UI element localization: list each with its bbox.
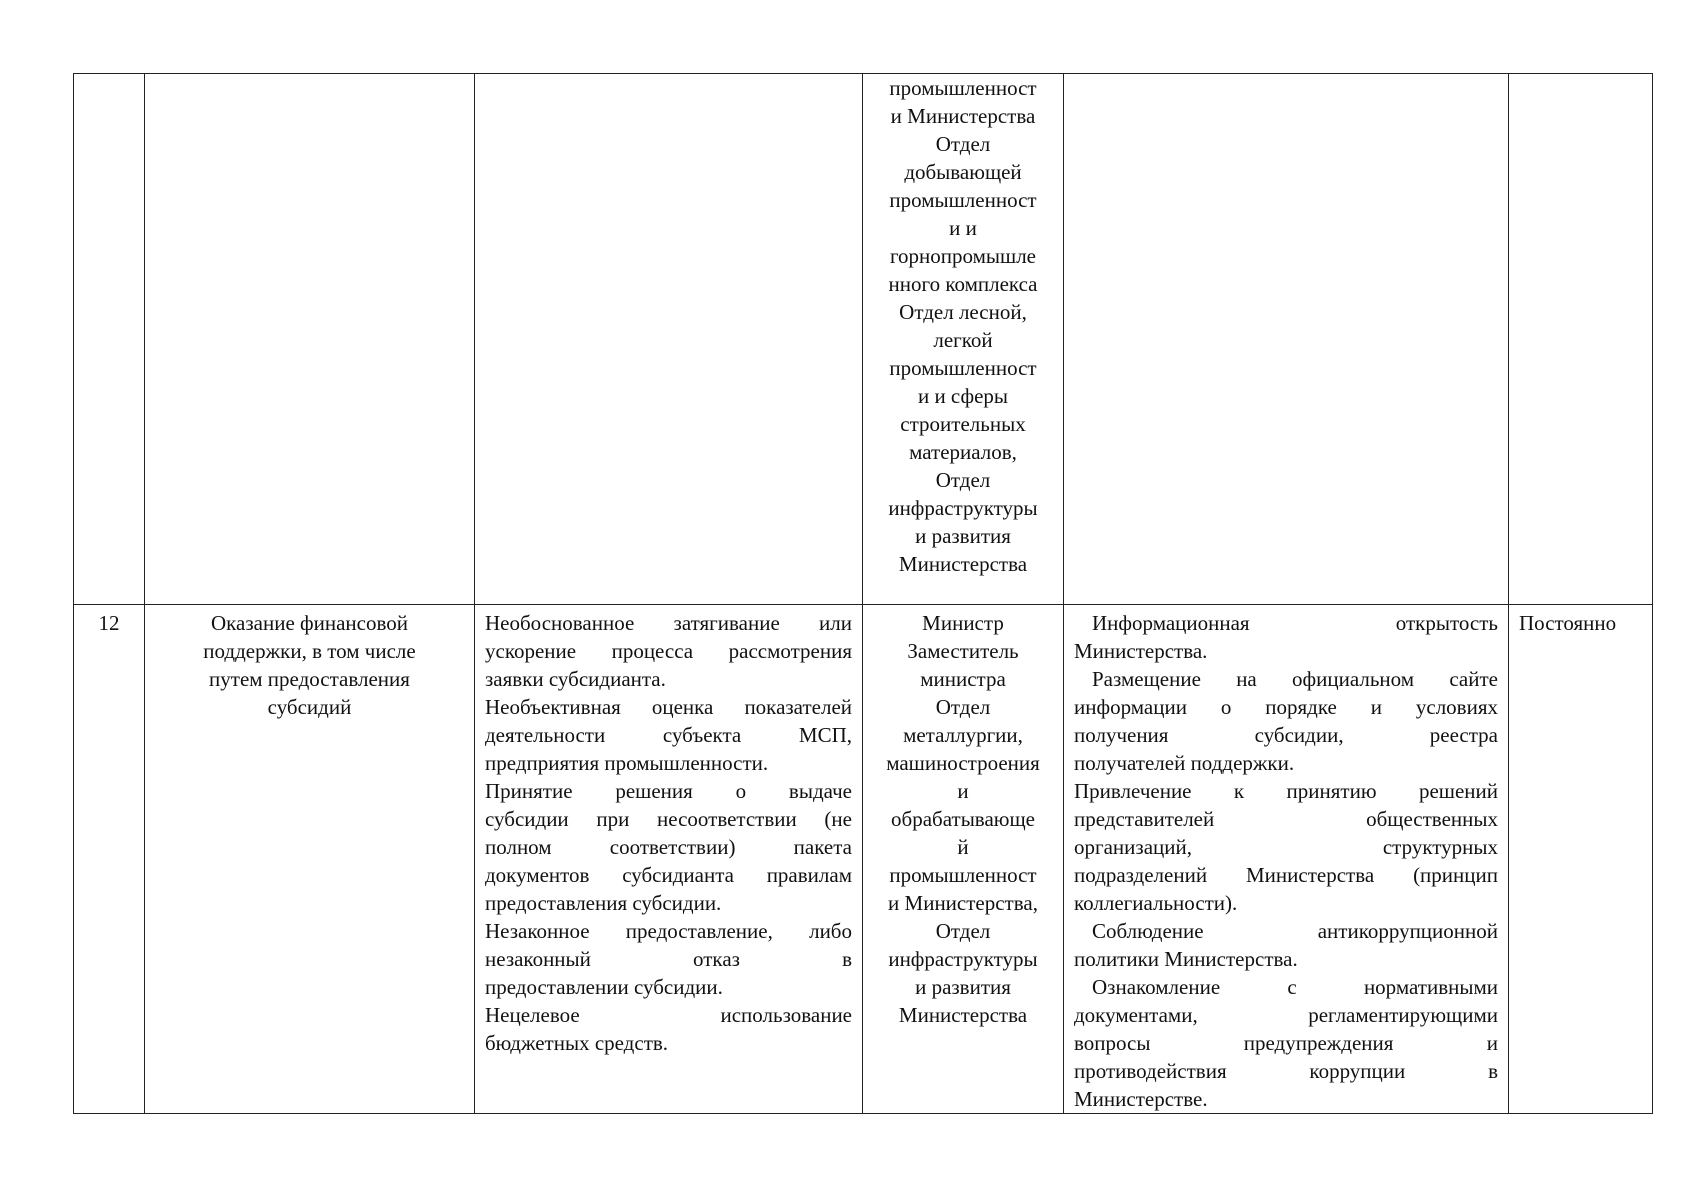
responsible-line: и и (949, 216, 977, 240)
text-line: документами, регламентирующими (1074, 1003, 1498, 1027)
responsible-list (873, 74, 1053, 578)
responsible-cell (863, 605, 1064, 1114)
text-line: полном соответствии) пакета (485, 835, 852, 859)
text-line: Соблюдение антикоррупционной (1092, 919, 1498, 943)
text-line: вопросы предупреждения и (1074, 1031, 1498, 1055)
responsible-line: Заместитель (907, 639, 1019, 663)
risk-description-cell (475, 74, 863, 605)
responsible-line: металлургии, (903, 723, 1023, 747)
text-line: незаконный отказ в (485, 947, 852, 971)
paragraph (485, 693, 852, 777)
responsible-line: промышленност (889, 188, 1037, 212)
paragraph (1074, 777, 1498, 917)
responsible-line: инфраструктуры (888, 496, 1038, 520)
text-line: Незаконное предоставление, либо (485, 919, 852, 943)
text-line: ускорение процесса рассмотрения (485, 639, 852, 663)
text-line: документов субсидианта правилам (485, 863, 852, 887)
text-line: предоставления субсидии. (485, 891, 722, 915)
responsible-line: Отдел (935, 132, 991, 156)
measures-cell (1064, 605, 1509, 1114)
text-line: предоставлении субсидии. (485, 975, 723, 999)
responsible-line: и Министерства (890, 104, 1036, 128)
text-line: Министерства. (1074, 639, 1208, 663)
text-line: Необъективная оценка показателей (485, 695, 852, 719)
row-number-cell: 12 (74, 605, 145, 1114)
responsible-line: и и сферы (917, 384, 1009, 408)
responsible-list (873, 609, 1053, 1029)
responsible-line: Министерства (898, 1003, 1028, 1027)
text-line: предприятия промышленности. (485, 751, 769, 775)
text-line: бюджетных средств. (485, 1031, 669, 1055)
function-name (155, 609, 464, 721)
text-line: информации о порядке и условиях (1074, 695, 1498, 719)
responsible-line: промышленност (889, 76, 1037, 100)
responsible-line: инфраструктуры (888, 947, 1038, 971)
responsible-line: и развития (915, 975, 1011, 999)
responsible-line: Отдел лесной, (899, 300, 1027, 324)
deadline-cell (1509, 74, 1653, 605)
responsible-line: горнопромышле (889, 244, 1037, 268)
responsible-line: промышленност (889, 863, 1037, 887)
responsible-line: Отдел (935, 919, 991, 943)
responsible-line: и (957, 779, 969, 803)
measures-description (1074, 609, 1498, 1113)
risk-description (485, 609, 852, 1057)
responsible-line: и Министерства, (888, 891, 1038, 915)
paragraph (485, 917, 852, 1001)
function-name-line: Оказание финансовой (210, 611, 408, 635)
text-line: Размещение на официальном сайте (1092, 667, 1498, 691)
text-line: коллегиальности). (1074, 891, 1238, 915)
paragraph (485, 777, 852, 917)
text-line: противодействия коррупции в (1074, 1059, 1498, 1083)
responsible-line: нного комплекса (888, 272, 1038, 296)
responsible-line: и развития (915, 524, 1011, 548)
responsible-line: машиностроения (886, 751, 1040, 775)
responsible-line: добывающей (904, 160, 1022, 184)
responsible-line: промышленност (889, 356, 1037, 380)
paragraph (485, 1001, 852, 1057)
responsible-line: Министр (922, 611, 1004, 635)
text-line: получения субсидии, реестра (1074, 723, 1498, 747)
risk-description-cell (475, 605, 863, 1114)
text-line: Министерстве. (1074, 1087, 1208, 1111)
measures-cell (1064, 74, 1509, 605)
paragraph (1074, 609, 1498, 665)
function-name-line: субсидий (267, 695, 352, 719)
text-line: Необоснованное затягивание или (485, 611, 852, 635)
text-line: представителей общественных (1074, 807, 1498, 831)
paragraph (1074, 917, 1498, 973)
responsible-line: легкой (933, 328, 993, 352)
text-line: подразделений Министерства (принцип (1074, 863, 1498, 887)
text-line: субсидии при несоответствии (не (485, 807, 852, 831)
function-name-cell (145, 74, 475, 605)
text-line: Принятие решения о выдаче (485, 779, 852, 803)
text-line: политики Министерства. (1074, 947, 1298, 971)
text-line: организаций, структурных (1074, 835, 1498, 859)
responsible-line: Отдел (935, 468, 991, 492)
paragraph (1074, 973, 1498, 1113)
responsible-line: строительных (900, 412, 1026, 436)
responsible-cell (863, 74, 1064, 605)
text-line: Информационная открытость (1092, 611, 1498, 635)
text-line: Ознакомление с нормативными (1092, 975, 1498, 999)
corruption-risk-table (73, 73, 1653, 1114)
text-line: деятельности субъекта МСП, (485, 723, 852, 747)
table-row (74, 74, 1653, 605)
responsible-line: й (957, 835, 969, 859)
responsible-line: Отдел (935, 695, 991, 719)
text-line: получателей поддержки. (1074, 751, 1295, 775)
responsible-line: обрабатывающе (891, 807, 1035, 831)
responsible-line: министра (920, 667, 1006, 691)
responsible-line: материалов, (909, 440, 1017, 464)
paragraph (1074, 665, 1498, 777)
text-line: Привлечение к принятию решений (1074, 779, 1498, 803)
function-name-line: поддержки, в том числе (203, 639, 416, 663)
text-line: заявки субсидианта. (485, 667, 666, 691)
text-line: Нецелевое использование (485, 1003, 852, 1027)
function-name-cell (145, 605, 475, 1114)
row-number-cell (74, 74, 145, 605)
deadline-cell: Постоянно (1509, 605, 1653, 1114)
table-row (74, 605, 1653, 1114)
paragraph (485, 609, 852, 693)
responsible-line: Министерства (898, 552, 1028, 576)
function-name-line: путем предоставления (209, 667, 410, 691)
